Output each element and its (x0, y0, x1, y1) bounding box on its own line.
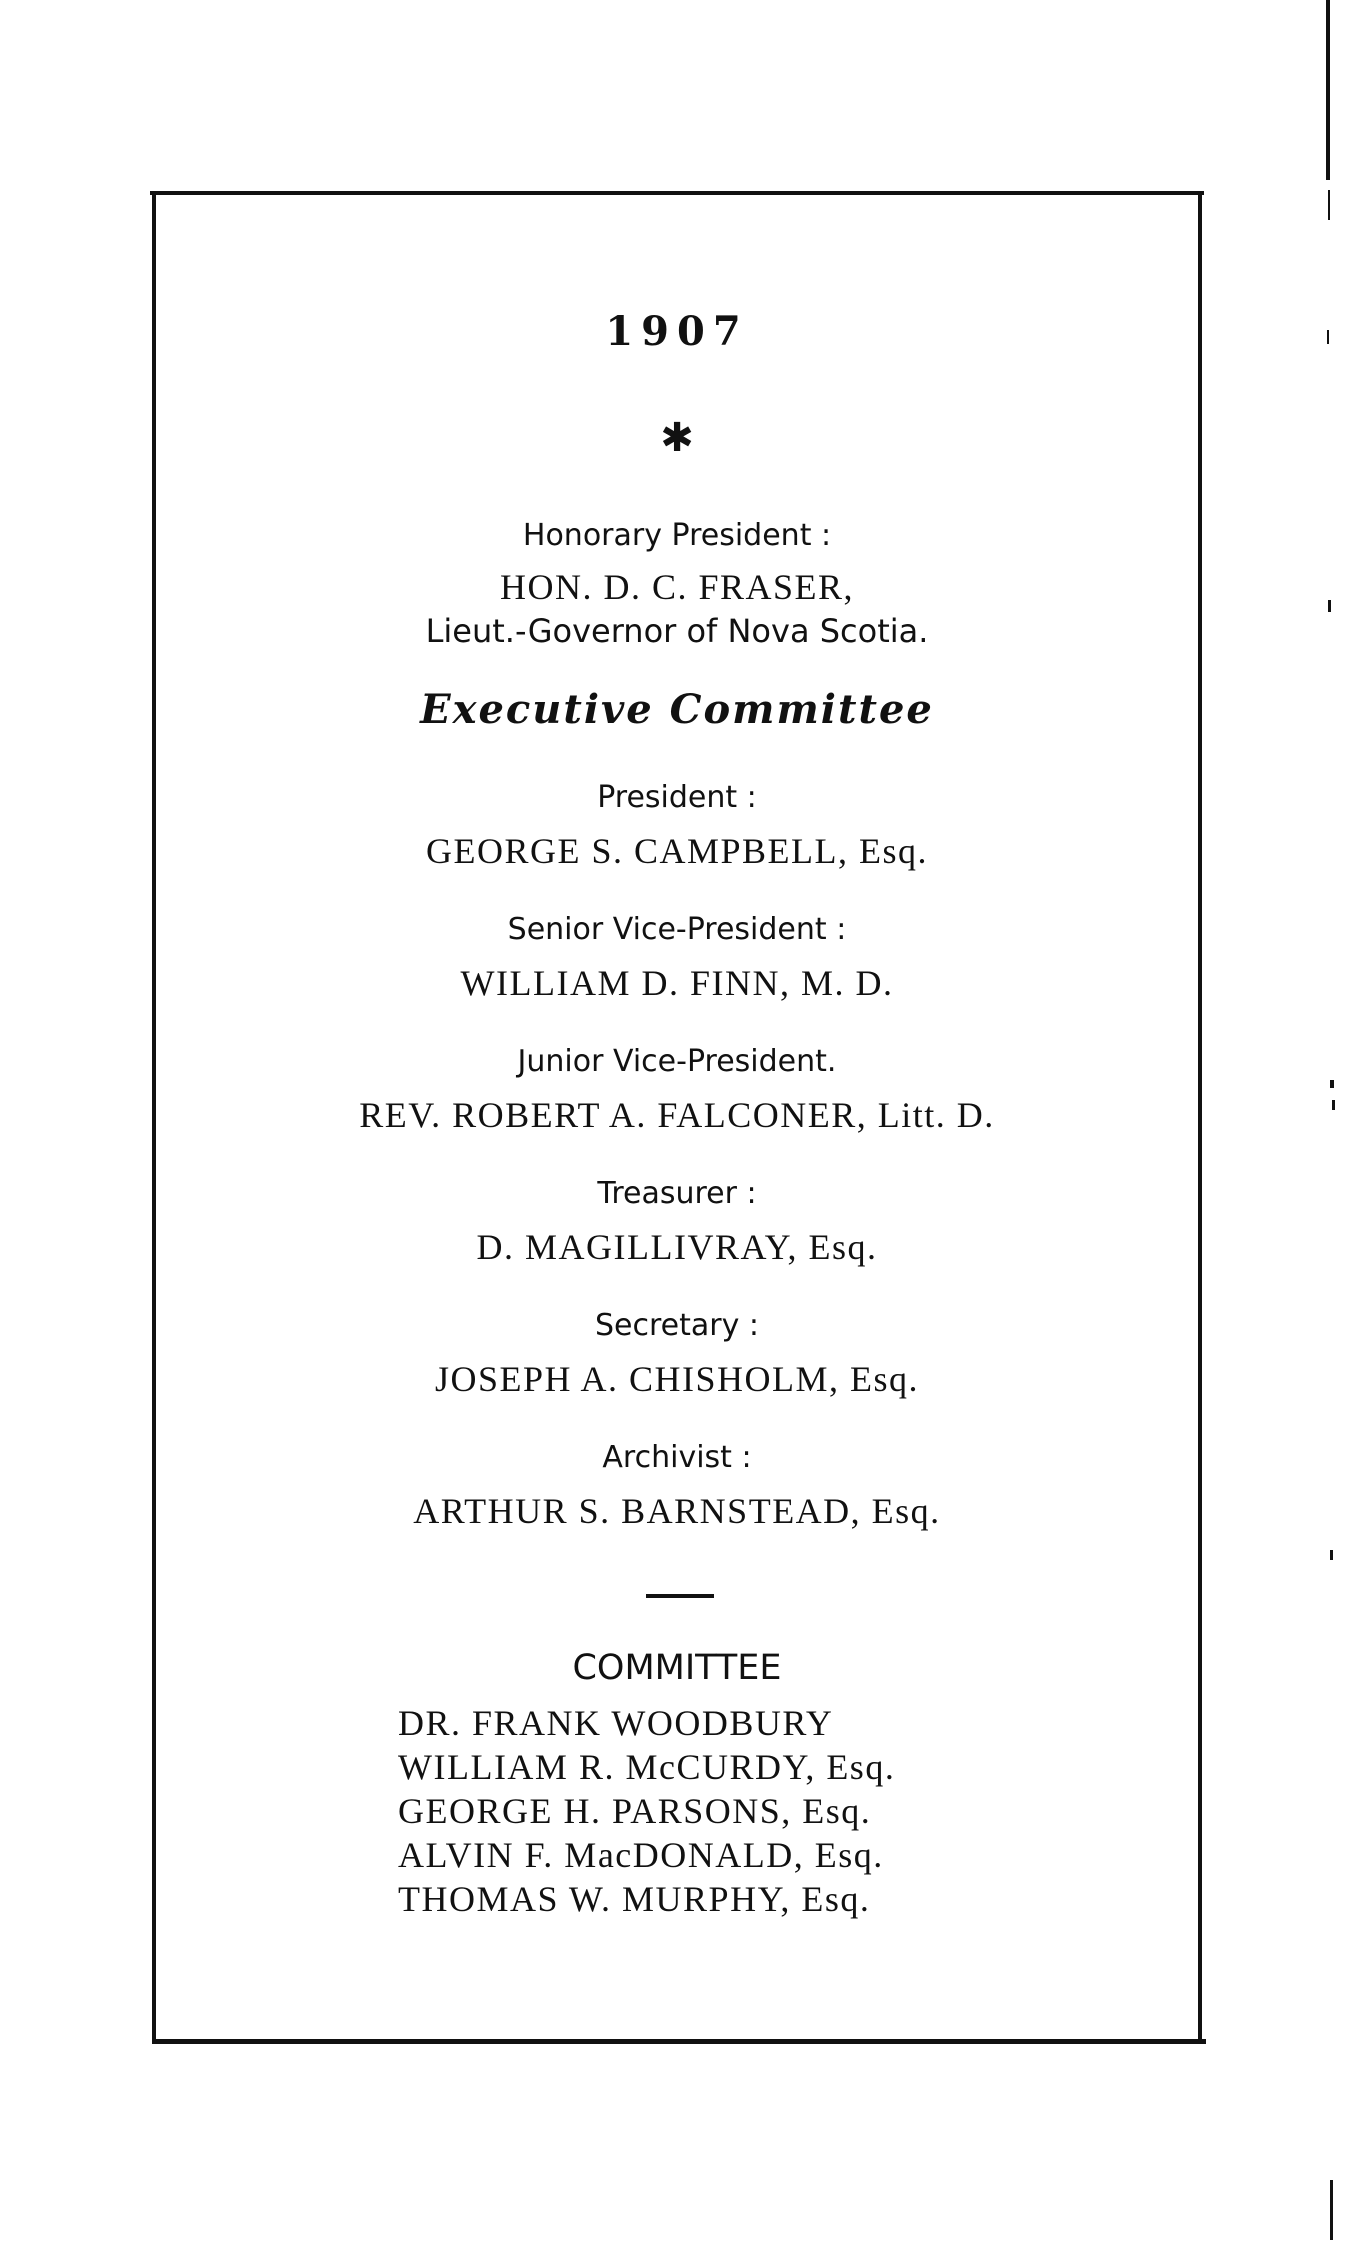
scan-edge-mark (1330, 1550, 1333, 1560)
officer-label-senior-vice-president: Senior Vice-President : (507, 912, 847, 947)
scan-edge-mark (1327, 330, 1329, 344)
committee-member: ALVIN F. MacDONALD, Esq. (398, 1835, 884, 1875)
officer-label-treasurer: Treasurer : (597, 1176, 757, 1211)
committee-member: THOMAS W. MURPHY, Esq. (398, 1879, 871, 1919)
scan-edge-mark (1328, 600, 1331, 612)
committee-member: GEORGE H. PARSONS, Esq. (398, 1791, 872, 1831)
officer-name-president: GEORGE S. CAMPBELL, Esq. (425, 831, 929, 871)
scan-edge-mark (1330, 1080, 1334, 1088)
officer-name-junior-vice-president: REV. ROBERT A. FALCONER, Litt. D. (359, 1095, 995, 1135)
officer-name-secretary: JOSEPH A. CHISHOLM, Esq. (434, 1359, 920, 1399)
scan-edge-mark (1326, 0, 1330, 180)
officer-name-treasurer: D. MAGILLIVRAY, Esq. (476, 1227, 878, 1267)
scan-edge-mark (1330, 2180, 1333, 2240)
frame-right-border (1198, 193, 1202, 2043)
year-heading: 1907 (605, 308, 749, 355)
scan-edge-mark (1332, 1100, 1335, 1110)
officer-label-archivist: Archivist : (602, 1440, 752, 1475)
frame-top-border (150, 191, 1204, 195)
officer-name-senior-vice-president: WILLIAM D. FINN, M. D. (460, 963, 894, 1003)
frame-bottom-border (152, 2039, 1206, 2044)
scan-edge-mark (1328, 190, 1330, 220)
officer-label-president: President : (597, 780, 757, 815)
asterisk-ornament-icon: ✱ (660, 415, 694, 461)
honorary-president-name: HON. D. C. FRASER, (499, 567, 855, 607)
section-divider (646, 1594, 714, 1598)
committee-member: WILLIAM R. McCURDY, Esq. (398, 1747, 896, 1787)
committee-member: DR. FRANK WOODBURY (398, 1703, 834, 1743)
officer-label-junior-vice-president: Junior Vice-President. (517, 1044, 837, 1079)
honorary-president-label: Honorary President : (522, 518, 832, 553)
executive-committee-heading: Executive Committee (420, 686, 934, 733)
officer-label-secretary: Secretary : (594, 1308, 759, 1343)
officer-name-archivist: ARTHUR S. BARNSTEAD, Esq. (413, 1491, 941, 1531)
honorary-president-title: Lieut.-Governor of Nova Scotia. (425, 612, 929, 650)
committee-heading: COMMITTEE (572, 1648, 782, 1688)
